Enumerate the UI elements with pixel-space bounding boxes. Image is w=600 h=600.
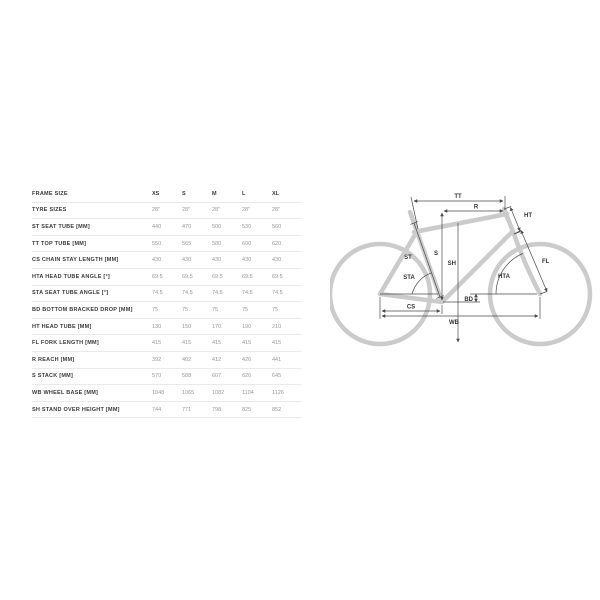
dim-label-ht: HT: [524, 213, 532, 219]
geometry-value-cell: 28": [182, 207, 191, 214]
table-row: [32, 369, 302, 386]
geometry-value-cell: 69.5: [242, 273, 253, 280]
row-label: SH STAND OVER HEIGHT [MM]: [32, 406, 120, 413]
geometry-value-cell: 430: [152, 257, 162, 264]
geometry-value-cell: 28": [212, 207, 221, 214]
geometry-value-cell: 150: [182, 323, 192, 330]
geometry-value-cell: 500: [212, 223, 222, 230]
geometry-value-cell: XL: [272, 190, 280, 197]
dim-label-bd: BD: [464, 297, 473, 303]
geometry-value-cell: 560: [272, 223, 282, 230]
geometry-value-cell: 74.5: [242, 290, 253, 297]
bike-geometry-diagram: [330, 185, 598, 360]
geometry-value-cell: 69.5: [272, 273, 283, 280]
geometry-value-cell: 1082: [212, 389, 225, 396]
dim-label-s: S: [433, 251, 438, 257]
row-label: FRAME SIZE: [32, 190, 68, 197]
geometry-value-cell: 798: [212, 406, 222, 413]
geometry-value-cell: 1104: [242, 389, 254, 396]
geometry-value-cell: 825: [242, 406, 252, 413]
table-row: [32, 269, 302, 286]
geometry-value-cell: 1065: [182, 389, 195, 396]
dim-label-sh: SH: [447, 261, 456, 267]
geometry-value-cell: 28": [242, 207, 251, 214]
table-row: [32, 186, 302, 203]
dim-label-st: ST: [404, 255, 412, 261]
geometry-value-cell: 74.5: [182, 290, 193, 297]
geometry-value-cell: 415: [272, 340, 282, 347]
table-row: [32, 302, 302, 319]
geometry-value-cell: 441: [272, 356, 282, 363]
geometry-value-cell: 415: [182, 340, 192, 347]
table-row: [32, 402, 302, 419]
geometry-value-cell: 415: [242, 340, 252, 347]
geometry-value-cell: 28": [152, 207, 161, 214]
geometry-value-cell: 69.5: [152, 273, 163, 280]
row-label: STA SEAT TUBE ANGLE [°]: [32, 290, 109, 297]
geometry-value-cell: 74.5: [272, 290, 283, 297]
row-label: WB WHEEL BASE [MM]: [32, 389, 99, 396]
table-row: [32, 335, 302, 352]
geometry-value-cell: 69.5: [212, 273, 223, 280]
geometry-value-cell: 69.5: [182, 273, 193, 280]
geometry-value-cell: 607: [212, 373, 222, 380]
geometry-table: [32, 186, 302, 418]
dim-label-fl: FL: [542, 259, 550, 265]
geometry-value-cell: 430: [182, 257, 192, 264]
geometry-value-cell: 771: [182, 406, 192, 413]
geometry-value-cell: 1126: [272, 389, 284, 396]
geometry-value-cell: 75: [212, 306, 219, 313]
geometry-value-cell: 530: [242, 223, 252, 230]
geometry-value-cell: 74.5: [212, 290, 223, 297]
table-row: [32, 203, 302, 220]
dim-label-cs: CS: [406, 304, 416, 311]
row-label: HTA HEAD TUBE ANGLE [°]: [32, 273, 111, 280]
row-label: TT TOP TUBE [MM]: [32, 240, 87, 247]
table-row: [32, 236, 302, 253]
table-row: [32, 286, 302, 303]
geometry-value-cell: 645: [272, 373, 282, 380]
geometry-value-cell: 626: [242, 373, 252, 380]
table-row: [32, 219, 302, 236]
top-tube: [414, 214, 507, 232]
geometry-value-cell: 440: [152, 223, 162, 230]
table-row: [32, 352, 302, 369]
geometry-value-cell: 75: [152, 306, 159, 313]
geometry-value-cell: 75: [242, 306, 249, 313]
row-label: R REACH [MM]: [32, 356, 75, 363]
geometry-value-cell: 430: [242, 257, 252, 264]
geometry-value-cell: M: [212, 190, 217, 197]
row-label: ST SEAT TUBE [MM]: [32, 223, 90, 230]
geometry-value-cell: 392: [152, 356, 162, 363]
geometry-value-cell: 550: [152, 240, 162, 247]
geometry-value-cell: 426: [242, 356, 252, 363]
dim-label-wb: WB: [449, 320, 459, 326]
geometry-value-cell: 415: [152, 340, 162, 347]
geometry-value-cell: 28": [272, 207, 281, 214]
geometry-value-cell: 600: [242, 240, 252, 247]
geometry-value-cell: 430: [272, 257, 282, 264]
geometry-value-cell: 580: [212, 240, 222, 247]
row-label: HT HEAD TUBE [MM]: [32, 323, 92, 330]
geometry-value-cell: 1048: [152, 389, 165, 396]
table-row: [32, 385, 302, 402]
dim-label-hta: HTA: [498, 274, 510, 280]
geometry-value-cell: 170: [212, 323, 222, 330]
geometry-value-cell: 852: [272, 406, 282, 413]
dim-label-sta: STA: [403, 275, 415, 281]
row-label: S STACK [MM]: [32, 373, 74, 380]
row-label: FL FORK LENGTH [MM]: [32, 340, 99, 347]
geometry-value-cell: XS: [152, 190, 160, 197]
geometry-value-cell: S: [182, 190, 186, 197]
geometry-value-cell: 470: [182, 223, 192, 230]
geometry-value-cell: 415: [212, 340, 222, 347]
geometry-value-cell: L: [242, 190, 246, 197]
dim-label-r: R: [473, 204, 479, 211]
geometry-value-cell: 190: [242, 323, 252, 330]
geometry-value-cell: 74.5: [152, 290, 163, 297]
geometry-value-cell: 430: [212, 257, 222, 264]
geometry-value-cell: 565: [182, 240, 192, 247]
geometry-value-cell: 130: [152, 323, 162, 330]
geometry-value-cell: 412: [212, 356, 222, 363]
table-row: [32, 319, 302, 336]
dimension-lines: [380, 194, 550, 342]
row-label: CS CHAIN STAY LENGTH [MM]: [32, 257, 119, 264]
geometry-value-cell: 620: [272, 240, 282, 247]
geometry-value-cell: 75: [182, 306, 189, 313]
geometry-value-cell: 588: [182, 373, 192, 380]
geometry-value-cell: 570: [152, 373, 162, 380]
chainstay-tube: [380, 294, 442, 302]
geometry-value-cell: 402: [182, 356, 192, 363]
table-row: [32, 252, 302, 269]
row-label: TYRE SIZES: [32, 207, 67, 214]
dim-label-tt: TT: [454, 194, 462, 200]
geometry-value-cell: 75: [272, 306, 279, 313]
row-label: BD BOTTOM BRACKED DROP [MM]: [32, 306, 133, 313]
geometry-value-cell: 210: [272, 323, 282, 330]
geometry-value-cell: 744: [152, 406, 162, 413]
